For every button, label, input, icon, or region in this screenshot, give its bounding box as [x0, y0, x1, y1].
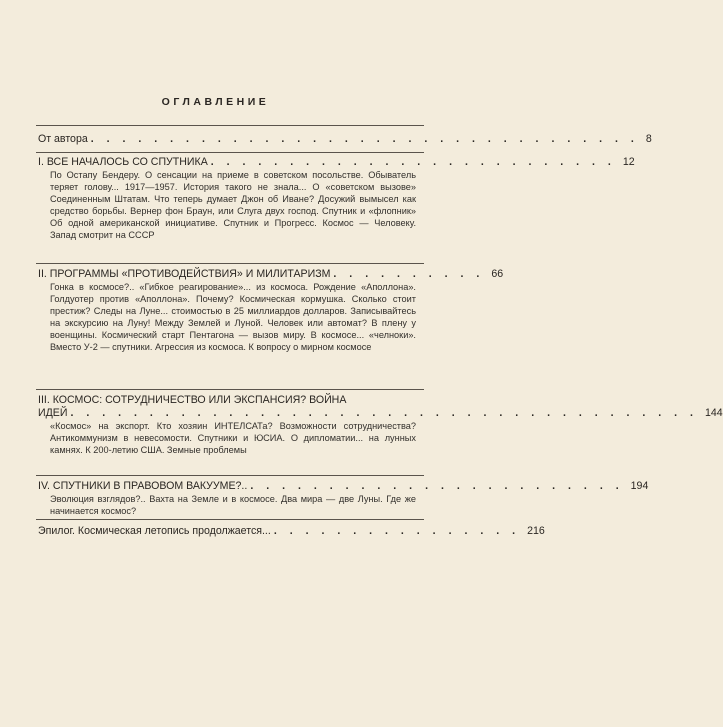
toc-entry-chapter-1	[38, 156, 635, 241]
entry-title: I. ВСЕ НАЧАЛОСЬ СО СПУТНИКА	[38, 156, 208, 168]
entry-title-continued: ИДЕЙ	[38, 407, 68, 419]
toc-entry-epilogue	[38, 525, 545, 538]
divider	[36, 152, 424, 153]
leader-dots: . . . . . . . . . . . . . . . .	[273, 525, 521, 537]
entry-page: 216	[527, 525, 545, 537]
entry-page: 144	[705, 407, 723, 419]
divider	[36, 389, 424, 390]
entry-page: 8	[645, 133, 652, 145]
entry-description: «Космос» на экспорт. Кто хозяин ИНТЕЛСАТа? Возможности сотрудничества? Антикоммунизм в невесомости. Спутники и ЮСИА. О дипломатии... на лунных камнях. К 200-летию США. Земные проблемы	[50, 421, 416, 455]
leader-dots: . . . . . . . . . . . . . . . . . . . . . . . . . .	[210, 156, 616, 168]
entry-page: 12	[622, 156, 635, 168]
entry-description: По Остапу Бендеру. О сенсации на приеме в советском посольстве. Обыватель теряет голову... 1917—1957. История такого не знала... О «советском вызове» Соединенным Штатам. Что теперь думает Джон об Иване? Досужий вымысел как средство борьбы. Вернер фон Браун, или Слуга двух господ. Спутник и «флопник» Об одной американской инициативе. Спутник и Прогресс. Космос — Человеку. Запад смотрит на СССР	[50, 170, 416, 240]
entry-title: Эпилог. Космическая летопись продолжается...	[38, 525, 271, 537]
entry-description: Эволюция взглядов?.. Вахта на Земле и в космосе. Два мира — две Луны. Где же начинается космос?	[50, 494, 416, 516]
entry-page: 194	[630, 480, 649, 492]
toc-entry-preface	[38, 133, 652, 146]
entry-title: От автора	[38, 133, 88, 145]
leader-dots: . . . . . . . . . . . . . . . . . . . . . . . . . . . . . . . . . . . . . . . .	[70, 407, 699, 419]
toc-entry-chapter-3	[38, 394, 723, 457]
entry-page: 66	[491, 268, 504, 280]
divider	[36, 519, 424, 520]
toc-entry-chapter-4	[38, 480, 649, 518]
toc-entry-chapter-2	[38, 268, 504, 353]
entry-title: II. ПРОГРАММЫ «ПРОТИВОДЕЙСТВИЯ» И МИЛИТАРИЗМ	[38, 268, 331, 280]
divider	[36, 475, 424, 476]
divider	[36, 125, 424, 126]
leader-dots: . . . . . . . . . . . . . . . . . . . . . . . .	[250, 480, 624, 492]
leader-dots: . . . . . . . . . .	[333, 268, 485, 280]
toc-title: ОГЛАВЛЕНИЕ	[161, 96, 270, 108]
leader-dots: . . . . . . . . . . . . . . . . . . . . . . . . . . . . . . . . . . .	[90, 133, 639, 145]
entry-description: Гонка в космосе?.. «Гибкое реагирование»... из космоса. Рождение «Аполлона». Голдуотер против «Аполлона». Почему? Космическая кормушка. Сколько стоит престиж? Следы на Луне... стоимостью в 25 миллиардов долларов. Записывайтесь на экскурсию на Луну! Между Землей и Луной. Человек или автомат? В плену у военщины. Космический старт Пентагона — вызов миру. В космосе... «челноки». Вместо У-2 — спутники. Агрессия из космоса. К вопросу о мирном космосе	[50, 282, 416, 352]
entry-title: III. КОСМОС: СОТРУДНИЧЕСТВО ИЛИ ЭКСПАНСИЯ? ВОЙНА	[38, 394, 347, 406]
entry-title: IV. СПУТНИКИ В ПРАВОВОМ ВАКУУМЕ?..	[38, 480, 248, 492]
divider	[36, 263, 424, 264]
